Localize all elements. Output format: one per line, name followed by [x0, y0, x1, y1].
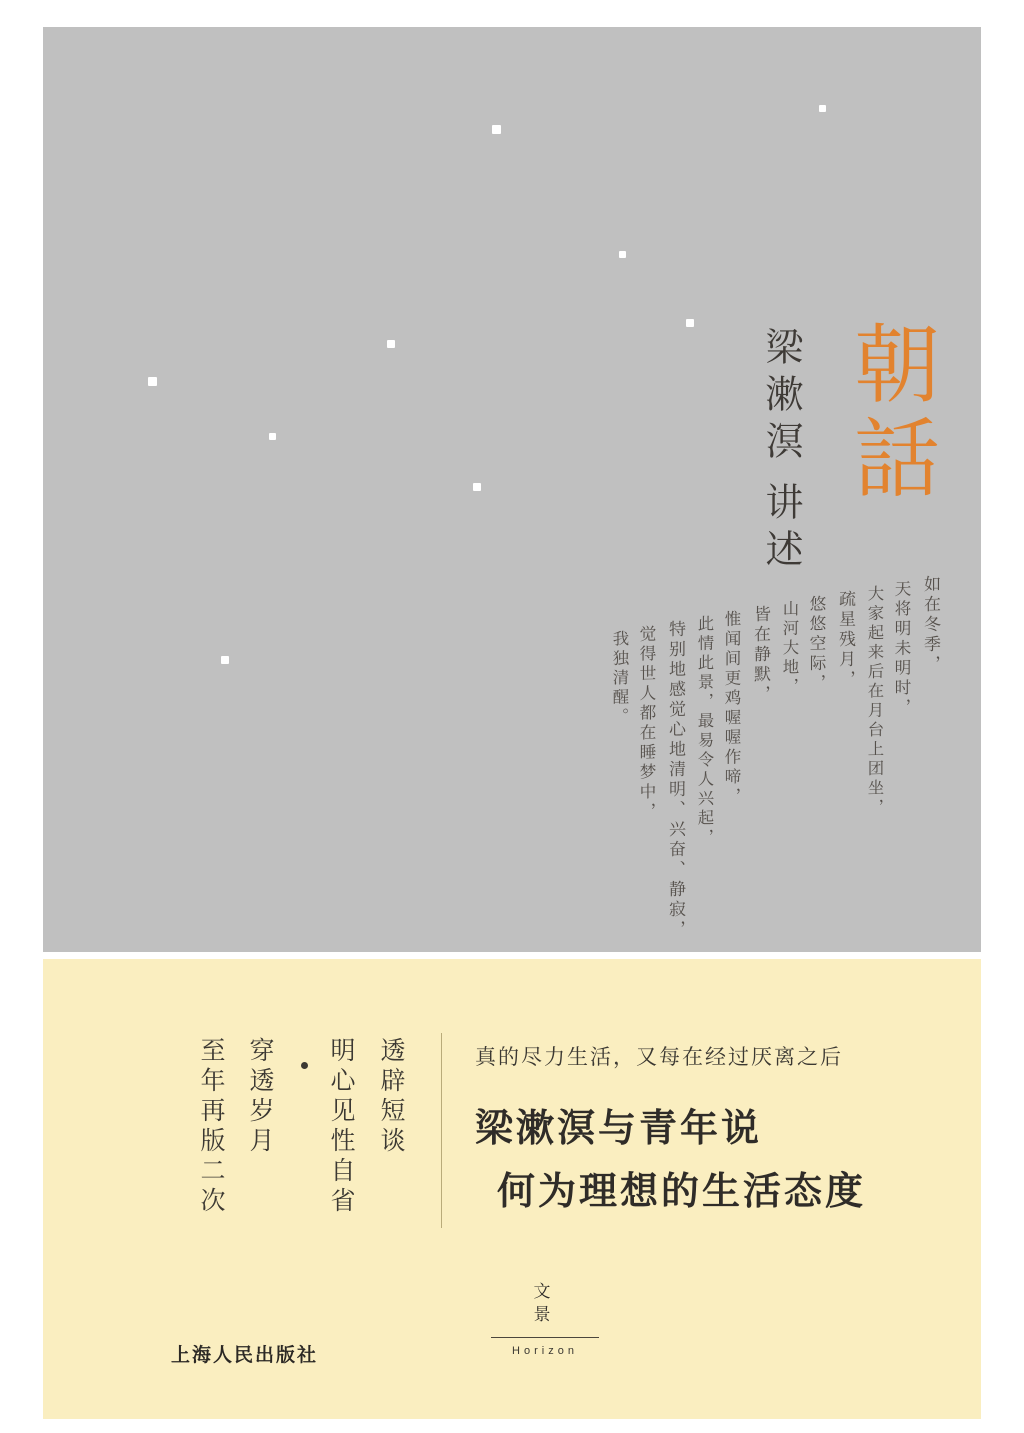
book-author-role: 讲述	[759, 482, 803, 576]
band-side-column-1: 透辟短谈	[377, 1037, 406, 1157]
blurb-column: 惟闻间更鸡喔喔作啼，	[722, 609, 742, 808]
blurb-column: 特别地感觉心地清明、兴奋、静寂，	[665, 619, 685, 941]
blurb-column: 山河大地，	[780, 599, 799, 698]
band-side-dot	[301, 1062, 308, 1069]
blurb-column: 如在冬季，	[920, 574, 940, 676]
blurb-column: 疏星残月，	[835, 589, 855, 691]
book-title: 朝話	[839, 319, 939, 507]
blurb-column: 天将明未明时，	[892, 579, 912, 719]
band-side-column-3: 穿透岁月	[246, 1037, 275, 1157]
band-side-column-2: 明心见性自省	[327, 1037, 356, 1217]
blurb-column: 大家起来后在月台上团坐，	[865, 584, 884, 819]
star-dot	[619, 251, 626, 258]
star-dot	[387, 340, 395, 348]
blurb-column: 觉得世人都在睡梦中，	[637, 624, 657, 823]
star-dot	[269, 433, 276, 440]
star-dot	[221, 656, 229, 664]
imprint-cn-line1: 文	[533, 1282, 557, 1302]
band-side-column-4: 至年再版二次	[197, 1037, 226, 1217]
band-headline-line2: 何为理想的生活态度	[497, 1169, 867, 1213]
band-headline-line1: 梁漱溟与青年说	[475, 1106, 763, 1150]
star-dot	[819, 105, 826, 112]
imprint-cn-line2: 景	[533, 1304, 557, 1325]
star-dot	[148, 377, 157, 386]
blurb-column: 皆在静默，	[750, 604, 770, 706]
star-dot	[473, 483, 481, 491]
blurb-column: 此情此景，最易令人兴起，	[695, 614, 714, 849]
imprint-logo	[485, 1281, 605, 1357]
blurb-column: 我独清醒。	[610, 629, 629, 728]
cover-upper-panel	[43, 27, 981, 952]
star-dot	[686, 319, 694, 327]
star-dot	[492, 125, 501, 134]
blurb-column: 悠悠空际，	[807, 594, 827, 694]
book-author: 梁漱溟	[759, 327, 803, 468]
book-cover	[43, 27, 981, 1419]
band-kicker: 真的尽力生活，又每在经过厌离之后	[475, 1045, 843, 1069]
cover-blurb	[523, 574, 943, 941]
band-divider	[43, 955, 981, 959]
publisher-name: 上海人民出版社	[171, 1344, 319, 1366]
imprint-rule	[491, 1337, 599, 1338]
band-vertical-rule	[441, 1033, 442, 1228]
cover-lower-band	[43, 952, 981, 1419]
imprint-en: Horizon	[512, 1344, 578, 1357]
